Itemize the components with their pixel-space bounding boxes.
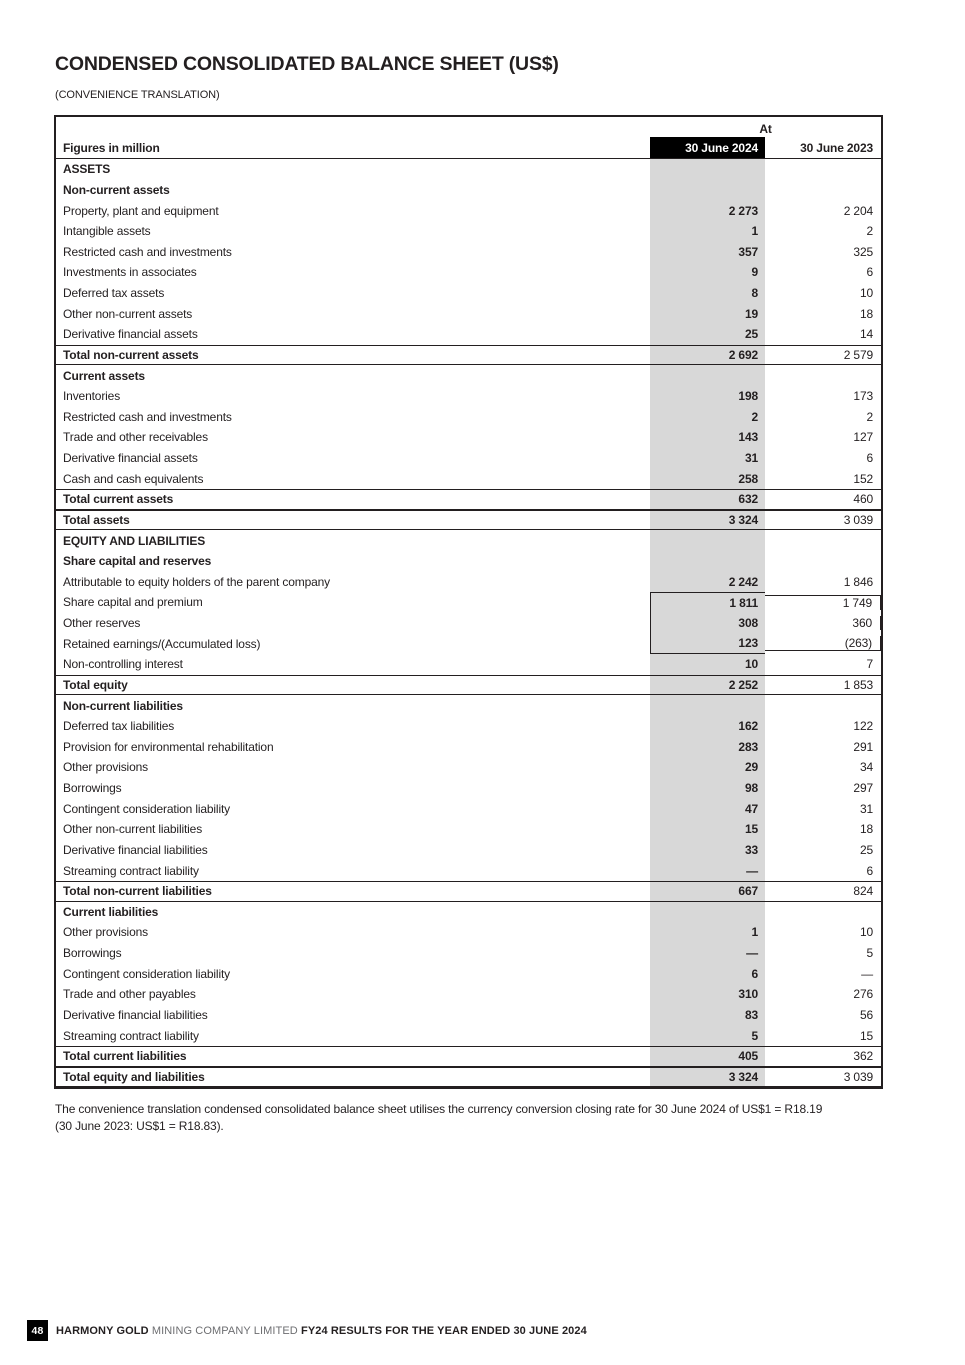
- value-2023: 6: [866, 265, 873, 280]
- row-label: Trade and other payables: [63, 987, 196, 1002]
- table-row: [56, 386, 881, 407]
- value-2024: 83: [650, 1005, 765, 1026]
- value-2024: —: [650, 860, 765, 881]
- value-2024: 632: [650, 490, 765, 509]
- table-row: [56, 407, 881, 428]
- table-row: [56, 448, 881, 469]
- value-2023: 6: [866, 451, 873, 466]
- value-2024: 667: [650, 882, 765, 901]
- table-row: [56, 324, 881, 345]
- table-header-row: [56, 137, 881, 159]
- table-row: [56, 283, 881, 304]
- table-row: [56, 716, 881, 737]
- value-2024: 405: [650, 1047, 765, 1066]
- row-label: Property, plant and equipment: [63, 203, 219, 218]
- value-2024: 3 324: [650, 1068, 765, 1087]
- row-label: Total current assets: [63, 492, 174, 507]
- table-row: [56, 860, 881, 881]
- row-label: Provision for environmental rehabilitation: [63, 739, 274, 754]
- row-label: Restricted cash and investments: [63, 409, 232, 424]
- value-2024: 5: [650, 1025, 765, 1046]
- table-row: [56, 695, 881, 716]
- row-label: Attributable to equity holders of the parent company: [63, 574, 331, 589]
- row-label: Total equity and liabilities: [63, 1069, 205, 1084]
- table-header-at-row: [56, 117, 881, 137]
- value-2024: 1 811: [650, 592, 765, 613]
- table-row: [56, 510, 881, 531]
- value-2024: 198: [650, 386, 765, 407]
- table-row: [56, 551, 881, 572]
- row-label: Deferred tax liabilities: [63, 719, 175, 734]
- table-header-at: At: [759, 122, 772, 136]
- table-row: [56, 200, 881, 221]
- table-row: [56, 303, 881, 324]
- value-2023: 297: [853, 781, 873, 796]
- value-2024: [650, 365, 765, 386]
- value-2023: 1 846: [843, 574, 873, 589]
- value-2023: 7: [866, 657, 873, 672]
- value-2024: 2 692: [650, 346, 765, 365]
- value-2023: 2: [866, 224, 873, 239]
- value-2023: 6: [866, 863, 873, 878]
- table-row: [56, 1067, 881, 1088]
- value-2024: 29: [650, 757, 765, 778]
- value-2023: (263): [765, 636, 881, 651]
- row-label: Streaming contract liability: [63, 1028, 199, 1043]
- page-title: CONDENSED CONSOLIDATED BALANCE SHEET (US$): [55, 53, 559, 75]
- table-row: [56, 943, 881, 964]
- value-2024: 2 242: [650, 572, 765, 593]
- table-row: [56, 633, 881, 654]
- row-label: Non-controlling interest: [63, 657, 183, 672]
- value-2023: —: [861, 966, 873, 981]
- row-label: Contingent consideration liability: [63, 966, 231, 981]
- row-label: Derivative financial liabilities: [63, 842, 208, 857]
- row-label: Share capital and premium: [63, 595, 203, 610]
- value-2024: [650, 902, 765, 923]
- value-2023: 18: [859, 306, 873, 321]
- table-row: [56, 613, 881, 634]
- row-label: Restricted cash and investments: [63, 244, 232, 259]
- table-row: [56, 221, 881, 242]
- value-2024: [650, 551, 765, 572]
- row-label: Other provisions: [63, 925, 148, 940]
- row-label: Total assets: [63, 512, 130, 527]
- table-row: [56, 984, 881, 1005]
- value-2023: 15: [859, 1028, 873, 1043]
- row-label: Other non-current liabilities: [63, 822, 203, 837]
- table-row: [56, 963, 881, 984]
- value-2024: 357: [650, 242, 765, 263]
- value-2024: [650, 530, 765, 551]
- row-label: Current liabilities: [63, 904, 159, 919]
- table-row: [56, 757, 881, 778]
- value-2024: [650, 159, 765, 180]
- row-label: Trade and other receivables: [63, 430, 208, 445]
- row-label: Derivative financial assets: [63, 327, 198, 342]
- value-2024: [650, 695, 765, 716]
- value-2023: 25: [859, 842, 873, 857]
- table-row: [56, 737, 881, 758]
- value-2024: 9: [650, 262, 765, 283]
- table-row: [56, 468, 881, 489]
- value-2023: 3 039: [843, 512, 873, 527]
- footer-company-regular: MINING COMPANY LIMITED: [151, 1324, 298, 1337]
- value-2023: 152: [853, 471, 873, 486]
- value-2024: 308: [650, 613, 765, 634]
- value-2023: 360: [765, 616, 881, 630]
- value-2024: 258: [650, 468, 765, 489]
- value-2024: 283: [650, 737, 765, 758]
- footnote-line: (30 June 2023: US$1 = R18.83).: [55, 1118, 224, 1133]
- table-row: [56, 922, 881, 943]
- value-2024: 98: [650, 778, 765, 799]
- row-label: Retained earnings/(Accumulated loss): [63, 636, 261, 651]
- value-2024: 31: [650, 448, 765, 469]
- table-row: [56, 881, 881, 902]
- table-row: [56, 345, 881, 366]
- column-header-2023: 30 June 2023: [800, 140, 873, 155]
- table-row: [56, 242, 881, 263]
- value-2023: 3 039: [843, 1069, 873, 1084]
- row-label: Non-current assets: [63, 182, 170, 197]
- value-2023: 5: [866, 946, 873, 961]
- row-label: Derivative financial assets: [63, 451, 198, 466]
- value-2023: 18: [859, 822, 873, 837]
- value-2023: 10: [859, 925, 873, 940]
- footer-company-bold: HARMONY GOLD: [56, 1324, 149, 1337]
- table-row: [56, 489, 881, 510]
- row-label: Other provisions: [63, 760, 148, 775]
- value-2023: 14: [859, 327, 873, 342]
- row-label: Other non-current assets: [63, 306, 193, 321]
- table-row: [56, 530, 881, 551]
- value-2024: 8: [650, 283, 765, 304]
- value-2024: 162: [650, 716, 765, 737]
- value-2024: 25: [650, 324, 765, 345]
- value-2023: 122: [853, 719, 873, 734]
- value-2023: 824: [853, 884, 873, 899]
- row-label: Contingent consideration liability: [63, 801, 231, 816]
- table-row: [56, 1005, 881, 1026]
- row-label: Non-current liabilities: [63, 698, 183, 713]
- row-label: EQUITY AND LIABILITIES: [63, 533, 206, 548]
- table-row: [56, 592, 881, 613]
- value-2024: 123: [650, 633, 765, 654]
- value-2024: 19: [650, 303, 765, 324]
- value-2023: 31: [859, 801, 873, 816]
- footer-text: [56, 1325, 587, 1337]
- value-2024: —: [650, 943, 765, 964]
- value-2023: 2 204: [843, 203, 873, 218]
- balance-sheet-table: [54, 115, 883, 1089]
- row-label: Total non-current assets: [63, 347, 199, 362]
- row-label: Intangible assets: [63, 224, 151, 239]
- value-2023: 56: [859, 1007, 873, 1022]
- row-label: Cash and cash equivalents: [63, 471, 204, 486]
- page-number-badge: 48: [27, 1320, 48, 1341]
- value-2023: 1 749: [765, 595, 881, 610]
- table-row: [56, 427, 881, 448]
- table-row: [56, 1046, 881, 1067]
- value-2023: 291: [853, 739, 873, 754]
- table-row: [56, 654, 881, 675]
- value-2024: 10: [650, 654, 765, 675]
- value-2023: 173: [853, 389, 873, 404]
- row-label: Other reserves: [63, 616, 141, 631]
- table-row: [56, 902, 881, 923]
- row-label: Investments in associates: [63, 265, 197, 280]
- table-row: [56, 365, 881, 386]
- row-label: Deferred tax assets: [63, 286, 165, 301]
- value-2024: 1: [650, 922, 765, 943]
- value-2023: 276: [853, 987, 873, 1002]
- row-label: Derivative financial liabilities: [63, 1007, 208, 1022]
- table-row: [56, 180, 881, 201]
- value-2023: 10: [859, 286, 873, 301]
- row-label: Borrowings: [63, 781, 122, 796]
- value-2024: 33: [650, 840, 765, 861]
- row-label: Total current liabilities: [63, 1049, 187, 1064]
- value-2024: 2 273: [650, 200, 765, 221]
- table-body: [56, 159, 881, 1087]
- table-row: [56, 840, 881, 861]
- table-row: [56, 159, 881, 180]
- row-label: Current assets: [63, 368, 145, 383]
- value-2024: [650, 180, 765, 201]
- page-footer: [27, 1320, 587, 1341]
- column-header-2024: 30 June 2024: [650, 137, 765, 158]
- row-label: Streaming contract liability: [63, 863, 199, 878]
- table-row: [56, 572, 881, 593]
- value-2023: 127: [853, 430, 873, 445]
- table-row: [56, 1025, 881, 1046]
- value-2024: 6: [650, 963, 765, 984]
- value-2024: 310: [650, 984, 765, 1005]
- row-label: ASSETS: [63, 162, 111, 177]
- row-label: Borrowings: [63, 946, 122, 961]
- column-header-figures: Figures in million: [63, 140, 160, 155]
- footnote: [55, 1101, 865, 1134]
- page-subtitle: (CONVENIENCE TRANSLATION): [55, 89, 220, 101]
- footer-results: FY24 RESULTS FOR THE YEAR ENDED 30 JUNE 2024: [301, 1324, 587, 1337]
- row-label: Total non-current liabilities: [63, 884, 212, 899]
- table-row: [56, 262, 881, 283]
- value-2024: 47: [650, 798, 765, 819]
- value-2024: 2 252: [650, 676, 765, 695]
- value-2023: 1 853: [843, 677, 873, 692]
- table-row: [56, 778, 881, 799]
- row-label: Share capital and reserves: [63, 554, 212, 569]
- value-2024: 3 324: [650, 511, 765, 530]
- value-2024: 1: [650, 221, 765, 242]
- value-2023: 34: [859, 760, 873, 775]
- value-2023: 362: [853, 1049, 873, 1064]
- value-2023: 325: [853, 244, 873, 259]
- footnote-line: The convenience translation condensed consolidated balance sheet utilises the currency conversion closing rate for 30 June 2024 of US$1 = R18.19: [55, 1102, 823, 1116]
- table-row: [56, 819, 881, 840]
- row-label: Inventories: [63, 389, 121, 404]
- value-2023: 2: [866, 409, 873, 424]
- value-2024: 15: [650, 819, 765, 840]
- value-2024: 143: [650, 427, 765, 448]
- value-2024: 2: [650, 407, 765, 428]
- value-2023: 2 579: [843, 347, 873, 362]
- table-row: [56, 675, 881, 696]
- table-row: [56, 798, 881, 819]
- value-2023: 460: [853, 492, 873, 507]
- row-label: Total equity: [63, 677, 128, 692]
